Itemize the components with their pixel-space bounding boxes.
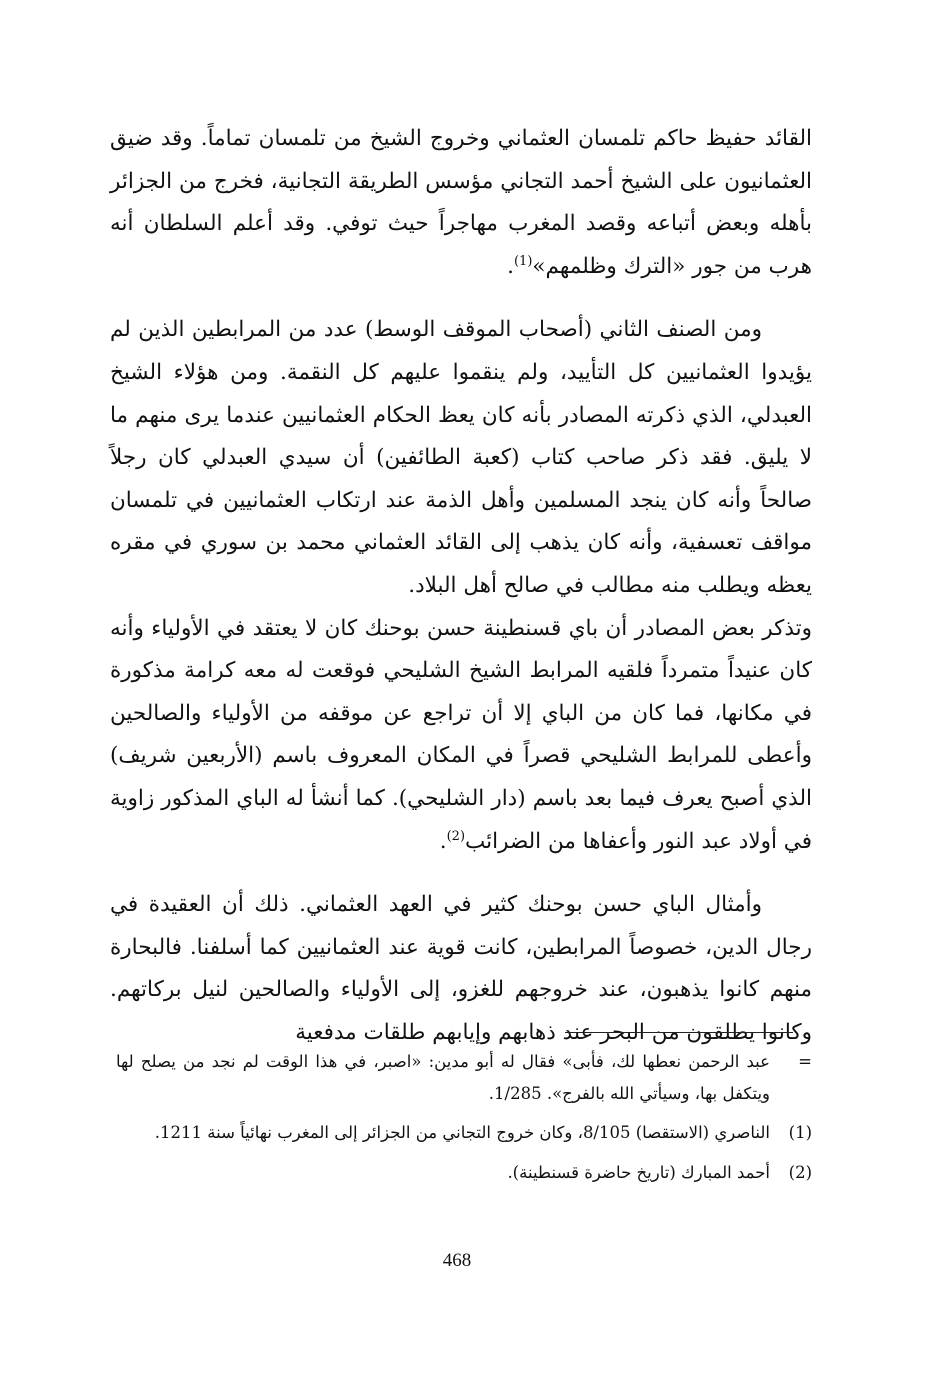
paragraph-3-end: . (439, 828, 447, 854)
footnote-ref-2: (2) (446, 828, 466, 844)
footnotes (116, 1046, 812, 1188)
paragraph-1 (110, 118, 812, 288)
paragraph-1-end: . (507, 253, 514, 279)
paragraph-3 (110, 608, 812, 864)
page-number: 468 (442, 1250, 472, 1271)
footnote-separator (565, 1032, 793, 1033)
paragraph-3-text: وتذكر بعض المصادر أن باي قسنطينة حسن بوحنك كان لا يعتقد في الأولياء وأنه كان عنيداً متمرداً فلقيه المرابط الشيخ الشليحي فوقعت له معه كرامة مذكورة في مكانها، فما كان من الباي إلا أن تراجع عن موقفه من الأولياء والصالحين وأعطى للمرابط الشليحي قصراً في المكان المعروف باسم (الأربعين شريف) الذي أصبح يعرف فيما بعد باسم (دار الشليحي). كما أنشأ له الباي المذكور زاوية في أولاد عبد النور وأعفاها من الضرائب (110, 615, 812, 854)
footnote-mark: (1) (788, 1123, 812, 1142)
paragraph-4 (110, 884, 812, 1054)
footnote-ref-1: (1) (513, 253, 533, 269)
footnote-2 (116, 1157, 812, 1189)
footnote-mark: (2) (788, 1162, 812, 1182)
paragraph-1-text: القائد حفيظ حاكم تلمسان العثماني وخروج الشيخ من تلمسان تماماً. وقد ضيق العثمانيون على الشيخ أحمد التجاني مؤسس الطريقة التجانية، فخرج من الجزائر بأهله وبعض أتباعه وقصد المغرب مهاجراً حيث توفي. وقد أعلم السلطان أنه هرب من جور «الترك وظلمهم» (110, 126, 812, 279)
footnote-text: الناصري (الاستقصا) 8/105، وكان خروج التجاني من الجزائر إلى المغرب نهائياً سنة 1211. (154, 1123, 770, 1142)
footnote-mark: = (798, 1052, 812, 1071)
paragraph-2 (110, 309, 812, 607)
main-text (110, 118, 812, 1054)
footnote-1 (116, 1117, 812, 1149)
footnote-text: أحمد المبارك (تاريخ حاضرة قسنطينة). (507, 1162, 770, 1182)
footnote-text: عبد الرحمن نعطها لك، فأبى» فقال له أبو مدين: «اصبر، في هذا الوقت لم نجد من يصلح لها ويتكفل بها، وسيأتي الله بالفرج». 1/285. (116, 1052, 770, 1103)
paragraph-2-text: ومن الصنف الثاني (أصحاب الموقف الوسط) عدد من المرابطين الذين لم يؤيدوا العثمانيين كل التأييد، ولم ينقموا عليهم كل النقمة. ومن هؤلاء الشيخ العبدلي، الذي ذكرته المصادر بأنه كان يعظ الحكام العثمانيين عندما يرى منهم ما لا يليق. فقد ذكر صاحب كتاب (كعبة الطائفين) أن سيدي العبدلي كان رجلاً صالحاً وأنه كان ينجد المسلمين وأهل الذمة عند ارتكاب العثمانيين في تلمسان مواقف تعسفية، وأنه كان يذهب إلى القائد العثماني محمد بن سوري في مقره يعظه ويطلب منه مطالب في صالح أهل البلاد. (110, 317, 812, 598)
footnote-continued (116, 1046, 812, 1109)
paragraph-4-text: وأمثال الباي حسن بوحنك كثير في العهد العثماني. ذلك أن العقيدة في رجال الدين، خصوصاً المرابطين، كانت قوية عند العثمانيين كما أسلفنا. فالبحارة منهم كانوا يذهبون، عند خروجهم للغزو، إلى الأولياء والصالحين لنيل بركاتهم. وكانوا يطلقون من البحر عند ذهابهم وإيابهم طلقات مدفعية (110, 892, 812, 1045)
